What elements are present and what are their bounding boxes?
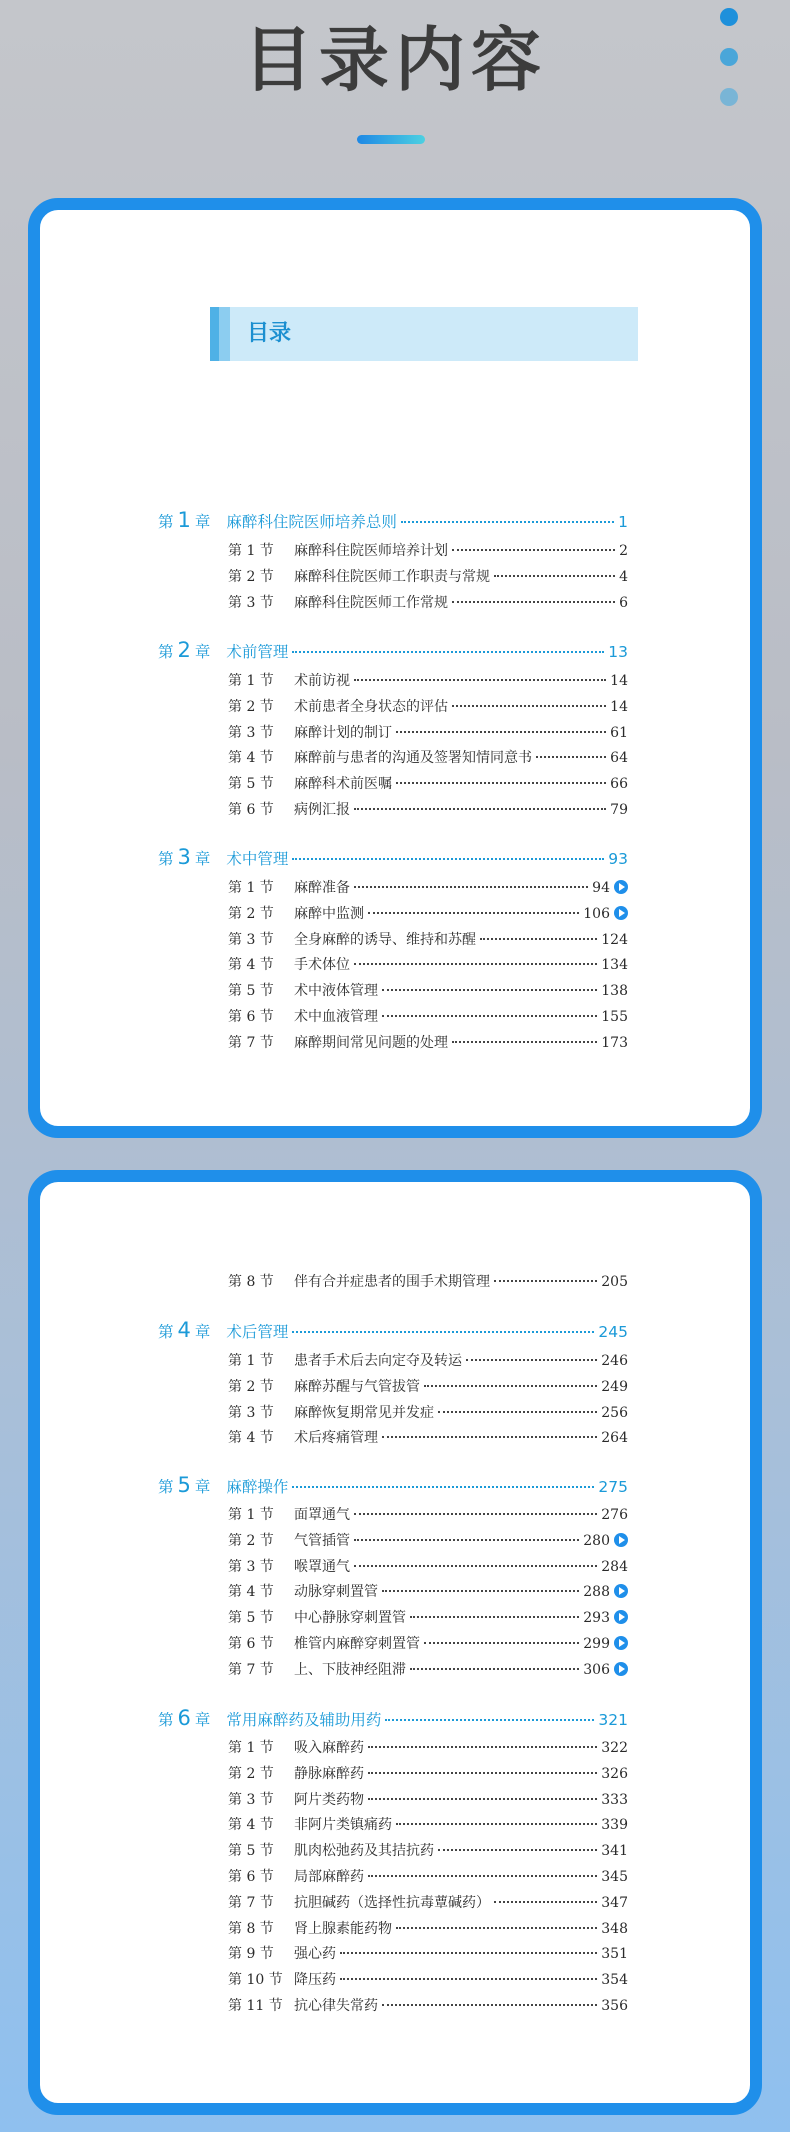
- play-icon[interactable]: [614, 1662, 628, 1676]
- section-page: 276: [601, 1507, 628, 1523]
- section-label: 第 2 节: [228, 1378, 274, 1395]
- section-title: 喉罩通气: [294, 1558, 350, 1575]
- section-title: 非阿片类镇痛药: [294, 1817, 392, 1834]
- decor-dot-3: [720, 88, 738, 106]
- leader-dots: [452, 549, 615, 551]
- section-row[interactable]: [228, 1814, 628, 1834]
- section-page: 293: [583, 1610, 610, 1627]
- section-page: 356: [601, 1998, 628, 2014]
- chapter-suffix: 章: [194, 643, 211, 661]
- section-row[interactable]: [228, 1530, 628, 1550]
- leader-dots: [382, 2004, 597, 2006]
- section-row[interactable]: [228, 903, 628, 923]
- section-title: 麻醉恢复期常见并发症: [294, 1404, 434, 1421]
- section-page: 94: [592, 880, 610, 896]
- chapter-row[interactable]: [158, 1706, 628, 1730]
- section-page: 345: [601, 1869, 628, 1885]
- section-title: 局部麻醉药: [294, 1869, 364, 1885]
- section-label: 第 2 节: [228, 905, 274, 922]
- section-label: 第 4 节: [228, 957, 274, 974]
- section-page: 14: [610, 698, 628, 715]
- section-label: 第 8 节: [228, 1920, 274, 1937]
- section-row[interactable]: [228, 747, 628, 767]
- section-row[interactable]: [228, 1892, 628, 1912]
- section-label: 第 10 节: [228, 1972, 283, 1989]
- section-row[interactable]: [228, 592, 628, 612]
- section-label: 第 2 节: [228, 568, 274, 585]
- section-title: 术中血液管理: [294, 1009, 378, 1025]
- section-page: 124: [601, 931, 628, 948]
- chapter-prefix: 第: [158, 513, 174, 531]
- section-title: 麻醉前与患者的沟通及签署知情同意书: [294, 750, 532, 767]
- section-title: 中心静脉穿刺置管: [294, 1610, 406, 1627]
- section-page: 341: [601, 1843, 628, 1860]
- section-title: 动脉穿刺置管: [294, 1584, 378, 1601]
- section-title: 肾上腺素能药物: [294, 1920, 392, 1937]
- section-title: 麻醉计划的制订: [294, 724, 392, 741]
- leader-dots: [292, 651, 604, 653]
- chapter-suffix: 章: [194, 1323, 211, 1341]
- leader-dots: [292, 858, 604, 860]
- leader-dots: [354, 808, 606, 810]
- section-title: 麻醉科住院医师工作常规: [294, 594, 448, 611]
- section-row[interactable]: [228, 1789, 628, 1809]
- section-page: 246: [601, 1353, 628, 1369]
- section-page: 306: [583, 1661, 610, 1678]
- chapter-prefix: 第: [158, 643, 174, 661]
- leader-dots: [494, 1901, 597, 1903]
- section-label: 第 1 节: [228, 1353, 274, 1369]
- leader-dots: [396, 1927, 597, 1929]
- toc-heading: 目录: [247, 321, 292, 346]
- section-label: 第 4 节: [228, 1584, 274, 1601]
- heading-bar-light: [219, 307, 230, 361]
- section-title: 麻醉期间常见问题的处理: [294, 1034, 448, 1051]
- chapter-page: 275: [598, 1478, 628, 1496]
- chapter-row[interactable]: [158, 638, 628, 662]
- section-title: 面罩通气: [294, 1507, 350, 1523]
- section-label: 第 5 节: [228, 983, 274, 1000]
- section-row[interactable]: [228, 1763, 628, 1783]
- leader-dots: [354, 1539, 579, 1541]
- section-row[interactable]: [228, 1607, 628, 1627]
- section-page: 66: [610, 776, 628, 793]
- section-label: 第 6 节: [228, 1009, 274, 1025]
- section-label: 第 8 节: [228, 1274, 274, 1290]
- section-row[interactable]: [228, 1737, 628, 1757]
- leader-dots: [292, 1486, 594, 1488]
- section-row[interactable]: [228, 1969, 628, 1989]
- leader-dots: [340, 1978, 597, 1980]
- leader-dots: [382, 989, 597, 991]
- section-page: 4: [619, 568, 628, 585]
- chapter-prefix: 第: [158, 1323, 174, 1341]
- section-page: 280: [583, 1532, 610, 1549]
- section-title: 手术体位: [294, 957, 350, 974]
- section-row[interactable]: [228, 1995, 628, 2015]
- section-page: 134: [601, 957, 628, 974]
- section-label: 第 2 节: [228, 1765, 274, 1782]
- section-title: 抗胆碱药（选择性抗毒蕈碱药）: [294, 1894, 490, 1911]
- leader-dots: [354, 1565, 597, 1567]
- section-title: 伴有合并症患者的围手术期管理: [294, 1274, 490, 1290]
- chapter-row[interactable]: [158, 508, 628, 532]
- section-label: 第 1 节: [228, 543, 274, 559]
- section-label: 第 7 节: [228, 1661, 274, 1678]
- leader-dots: [410, 1616, 579, 1618]
- section-title: 强心药: [294, 1946, 336, 1963]
- toc-card-1: [28, 198, 762, 1138]
- leader-dots: [396, 1823, 597, 1825]
- section-label: 第 1 节: [228, 880, 274, 896]
- section-row[interactable]: [228, 696, 628, 716]
- page-title: 目录内容: [243, 19, 547, 101]
- section-row[interactable]: [228, 1350, 628, 1370]
- section-row[interactable]: [228, 1943, 628, 1963]
- section-row[interactable]: [228, 1556, 628, 1576]
- section-title: 麻醉苏醒与气管拔管: [294, 1378, 420, 1395]
- section-row[interactable]: [228, 670, 628, 690]
- section-row[interactable]: [228, 1918, 628, 1938]
- section-title: 降压药: [294, 1972, 336, 1989]
- section-row[interactable]: [228, 799, 628, 819]
- section-page: 64: [610, 750, 628, 767]
- section-title: 麻醉科术前医嘱: [294, 776, 392, 793]
- section-label: 第 11 节: [228, 1998, 283, 2014]
- section-page: 79: [610, 802, 628, 818]
- section-row[interactable]: [228, 1032, 628, 1052]
- section-page: 173: [601, 1034, 628, 1051]
- play-icon[interactable]: [614, 1584, 628, 1598]
- toc-card-2: [28, 1170, 762, 2115]
- leader-dots: [368, 1798, 597, 1800]
- heading-bar-dark: [210, 307, 219, 361]
- chapter-suffix: 章: [194, 1478, 211, 1496]
- leader-dots: [368, 912, 579, 914]
- chapter-page: 245: [598, 1323, 628, 1341]
- section-row[interactable]: [228, 1659, 628, 1679]
- play-icon[interactable]: [614, 906, 628, 920]
- chapter-number: 3: [177, 845, 191, 869]
- section-page: 351: [601, 1946, 628, 1963]
- section-label: 第 5 节: [228, 1610, 274, 1627]
- section-page: 138: [601, 983, 628, 1000]
- section-row[interactable]: [228, 1427, 628, 1447]
- play-icon[interactable]: [614, 1610, 628, 1624]
- section-page: 249: [601, 1378, 628, 1395]
- section-page: 14: [610, 673, 628, 689]
- leader-dots: [410, 1668, 579, 1670]
- leader-dots: [466, 1359, 597, 1361]
- chapter-page: 13: [608, 643, 628, 661]
- decor-dot-2: [720, 48, 738, 66]
- section-page: 339: [601, 1817, 628, 1834]
- section-title: 上、下肢神经阻滞: [294, 1661, 406, 1678]
- leader-dots: [368, 1746, 597, 1748]
- play-icon[interactable]: [614, 880, 628, 894]
- section-row[interactable]: [228, 1866, 628, 1886]
- section-label: 第 5 节: [228, 1843, 274, 1860]
- section-page: 155: [601, 1009, 628, 1025]
- section-page: 288: [583, 1584, 610, 1601]
- section-page: 326: [601, 1765, 628, 1782]
- section-row[interactable]: [228, 954, 628, 974]
- section-row[interactable]: [228, 929, 628, 949]
- section-title: 麻醉中监测: [294, 905, 364, 922]
- chapter-row[interactable]: [158, 1473, 628, 1497]
- section-title: 静脉麻醉药: [294, 1765, 364, 1782]
- section-row[interactable]: [228, 1633, 628, 1653]
- section-label: 第 5 节: [228, 776, 274, 793]
- section-row[interactable]: [228, 1006, 628, 1026]
- section-row[interactable]: [228, 773, 628, 793]
- section-label: 第 4 节: [228, 1430, 274, 1447]
- chapter-row[interactable]: [158, 845, 628, 869]
- leader-dots: [536, 756, 606, 758]
- section-page: 348: [601, 1920, 628, 1937]
- leader-dots: [382, 1590, 579, 1592]
- leader-dots: [382, 1436, 597, 1438]
- section-label: 第 7 节: [228, 1034, 274, 1051]
- chapter-title: 常用麻醉药及辅助用药: [226, 1711, 382, 1729]
- chapter-prefix: 第: [158, 1478, 174, 1496]
- chapter-page: 93: [608, 850, 628, 868]
- section-title: 全身麻醉的诱导、维持和苏醒: [294, 931, 476, 948]
- chapter-title: 麻醉科住院医师培养总则: [226, 513, 397, 531]
- leader-dots: [438, 1411, 597, 1413]
- decor-dot-1: [720, 8, 738, 26]
- leader-dots: [292, 1331, 594, 1333]
- leader-dots: [494, 1280, 597, 1282]
- section-label: 第 6 节: [228, 1869, 274, 1885]
- leader-dots: [396, 782, 606, 784]
- leader-dots: [354, 886, 588, 888]
- leader-dots: [354, 1513, 597, 1515]
- section-page: 333: [601, 1791, 628, 1808]
- section-label: 第 4 节: [228, 750, 274, 767]
- section-title: 术前访视: [294, 673, 350, 689]
- chapter-title: 麻醉操作: [226, 1478, 289, 1496]
- section-page: 2: [619, 543, 628, 559]
- section-page: 256: [601, 1404, 628, 1421]
- leader-dots: [396, 731, 606, 733]
- toc-heading-box: [210, 307, 638, 361]
- section-row[interactable]: [228, 1504, 628, 1524]
- leader-dots: [401, 521, 614, 523]
- section-title: 吸入麻醉药: [294, 1740, 364, 1756]
- section-title: 抗心律失常药: [294, 1998, 378, 2014]
- section-row[interactable]: [228, 877, 628, 897]
- section-row[interactable]: [228, 1581, 628, 1601]
- chapter-number: 5: [177, 1473, 191, 1497]
- section-label: 第 3 节: [228, 1558, 274, 1575]
- section-page: 205: [601, 1274, 628, 1290]
- section-page: 6: [619, 594, 628, 611]
- leader-dots: [424, 1385, 597, 1387]
- section-title: 术前患者全身状态的评估: [294, 698, 448, 715]
- section-title: 术中液体管理: [294, 983, 378, 1000]
- section-page: 299: [583, 1636, 610, 1652]
- leader-dots: [354, 963, 597, 965]
- section-title: 椎管内麻醉穿刺置管: [294, 1636, 420, 1652]
- section-page: 284: [601, 1558, 628, 1575]
- leader-dots: [368, 1772, 597, 1774]
- section-title: 麻醉科住院医师工作职责与常规: [294, 568, 490, 585]
- title-underline: [357, 135, 425, 144]
- play-icon[interactable]: [614, 1636, 628, 1650]
- section-row[interactable]: [228, 1840, 628, 1860]
- section-label: 第 3 节: [228, 594, 274, 611]
- leader-dots: [438, 1849, 597, 1851]
- section-title: 麻醉科住院医师培养计划: [294, 543, 448, 559]
- section-row[interactable]: [228, 1402, 628, 1422]
- section-label: 第 1 节: [228, 1740, 274, 1756]
- section-page: 322: [601, 1740, 628, 1756]
- chapter-prefix: 第: [158, 1711, 174, 1729]
- section-label: 第 9 节: [228, 1946, 274, 1963]
- section-label: 第 2 节: [228, 698, 274, 715]
- leader-dots: [354, 679, 606, 681]
- section-page: 264: [601, 1430, 628, 1447]
- leader-dots: [452, 601, 615, 603]
- chapter-number: 2: [177, 638, 191, 662]
- section-row[interactable]: [228, 566, 628, 586]
- section-row[interactable]: [228, 980, 628, 1000]
- leader-dots: [452, 1041, 597, 1043]
- chapter-suffix: 章: [194, 850, 211, 868]
- chapter-suffix: 章: [194, 513, 211, 531]
- chapter-title: 术前管理: [226, 643, 289, 661]
- play-icon[interactable]: [614, 1533, 628, 1547]
- section-row[interactable]: [228, 722, 628, 742]
- chapter-title: 术后管理: [226, 1323, 289, 1341]
- chapter-number: 1: [177, 508, 191, 532]
- chapter-number: 6: [177, 1706, 191, 1730]
- section-label: 第 3 节: [228, 1791, 274, 1808]
- leader-dots: [424, 1642, 579, 1644]
- chapter-title: 术中管理: [226, 850, 289, 868]
- chapter-prefix: 第: [158, 850, 174, 868]
- chapter-suffix: 章: [194, 1711, 211, 1729]
- leader-dots: [382, 1015, 597, 1017]
- section-label: 第 3 节: [228, 1404, 274, 1421]
- section-title: 患者手术后去向定夺及转运: [294, 1353, 462, 1369]
- leader-dots: [480, 938, 597, 940]
- leader-dots: [368, 1875, 597, 1877]
- section-label: 第 6 节: [228, 802, 274, 818]
- chapter-number: 4: [177, 1318, 191, 1342]
- section-page: 106: [583, 905, 610, 922]
- section-title: 术后疼痛管理: [294, 1430, 378, 1447]
- section-row[interactable]: [228, 540, 628, 560]
- chapter-row[interactable]: [158, 1318, 628, 1342]
- leader-dots: [385, 1719, 594, 1721]
- section-title: 气管插管: [294, 1532, 350, 1549]
- section-row[interactable]: [228, 1376, 628, 1396]
- section-label: 第 1 节: [228, 673, 274, 689]
- section-title: 肌肉松弛药及其拮抗药: [294, 1843, 434, 1860]
- section-row[interactable]: [228, 1271, 628, 1291]
- section-label: 第 3 节: [228, 724, 274, 741]
- section-page: 61: [610, 724, 628, 741]
- section-page: 347: [601, 1894, 628, 1911]
- section-label: 第 4 节: [228, 1817, 274, 1834]
- section-label: 第 1 节: [228, 1507, 274, 1523]
- leader-dots: [494, 575, 615, 577]
- section-title: 麻醉准备: [294, 880, 350, 896]
- section-title: 阿片类药物: [294, 1791, 364, 1808]
- section-label: 第 3 节: [228, 931, 274, 948]
- leader-dots: [452, 705, 606, 707]
- chapter-page: 321: [598, 1711, 628, 1729]
- section-label: 第 2 节: [228, 1532, 274, 1549]
- section-page: 354: [601, 1972, 628, 1989]
- section-label: 第 6 节: [228, 1636, 274, 1652]
- section-label: 第 7 节: [228, 1894, 274, 1911]
- chapter-page: 1: [618, 513, 628, 531]
- section-title: 病例汇报: [294, 802, 350, 818]
- leader-dots: [340, 1952, 597, 1954]
